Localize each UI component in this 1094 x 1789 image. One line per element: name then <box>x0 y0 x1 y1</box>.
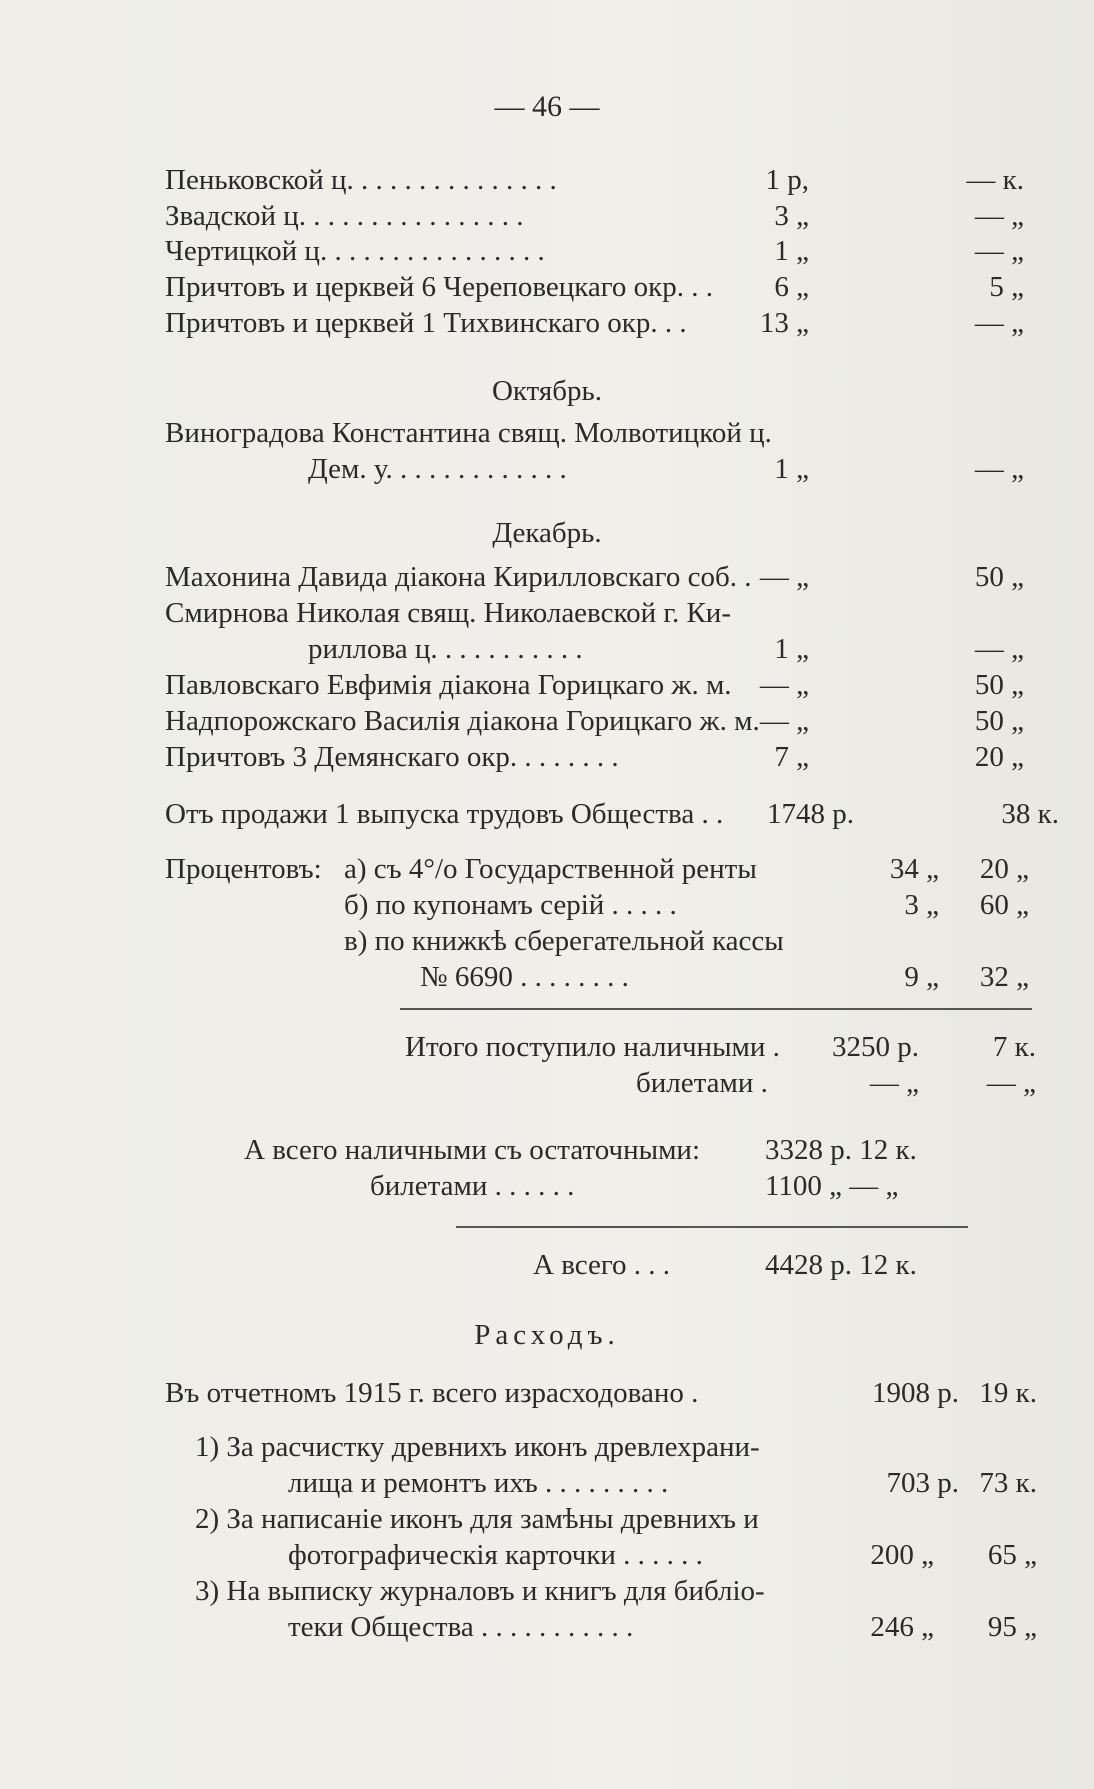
all-cash-label: А всего наличными съ остаточными: <box>244 1134 700 1166</box>
row-kop: 38 к. <box>1001 798 1059 830</box>
expense-total-label: Въ отчетномъ 1915 г. всего израсходовано . <box>165 1377 699 1409</box>
row-label: Причтовъ и церквей 6 Череповецкаго окр. . . <box>165 271 714 303</box>
row-kop: 5 „ <box>989 271 1024 303</box>
row-label: Смирнова Николая свящ. Николаевской г. Ки- <box>165 597 731 629</box>
row-kop: 60 „ <box>979 889 1029 921</box>
row-kop: 50 „ <box>974 669 1024 701</box>
row-label: Причтовъ и церквей 1 Тихвинскаго окр. . . <box>165 307 687 339</box>
row-label: Отъ продажи 1 выпуска трудовъ Общества . . <box>165 798 724 830</box>
row-rub: 1 „ <box>774 235 809 267</box>
total-tickets-kop: — „ <box>986 1067 1036 1099</box>
row-rub: 3 „ <box>774 200 809 232</box>
total-tickets-rub: — „ <box>869 1067 919 1099</box>
row-label: Чертицкой ц. . . . . . . . . . . . . . . . <box>165 235 545 267</box>
row-kop: — „ <box>974 307 1024 339</box>
total-cash-label: Итого поступило наличными . <box>405 1031 780 1063</box>
row-kop: — „ <box>974 235 1024 267</box>
divider <box>400 1008 1032 1010</box>
row-kop: — к. <box>966 164 1024 196</box>
total-cash-kop: 7 к. <box>992 1031 1036 1063</box>
row-rub: 6 „ <box>774 271 809 303</box>
row-rub: 3 „ <box>904 889 939 921</box>
row-rub: 1 „ <box>774 453 809 485</box>
row-label: б) по купонамъ серiй . . . . . <box>344 889 677 921</box>
expense-total-kop: 19 к. <box>979 1377 1037 1409</box>
expense-item-cont: лища и ремонтъ ихъ . . . . . . . . . <box>288 1467 669 1499</box>
all-tickets-label: билетами . . . . . . <box>370 1170 575 1202</box>
row-kop: 32 „ <box>979 961 1029 993</box>
row-label-cont: Дем. у. . . . . . . . . . . . . <box>308 453 567 485</box>
row-label-cont: риллова ц. . . . . . . . . . . <box>308 633 583 665</box>
expense-item-label: 1) За расчистку древнихъ иконъ древлехрани- <box>195 1431 760 1463</box>
row-rub: 1 р, <box>765 164 809 196</box>
section-heading-expense: Расходъ. <box>474 1319 620 1351</box>
row-rub: — „ <box>759 561 809 593</box>
all-cash-value: 3328 р. 12 к. <box>765 1134 917 1166</box>
grand-total-value: 4428 р. 12 к. <box>765 1249 917 1281</box>
row-rub: 1748 р. <box>767 798 854 830</box>
expense-item-kop: 73 к. <box>979 1467 1037 1499</box>
grand-total-label: А всего . . . <box>533 1249 670 1281</box>
row-kop: 50 „ <box>974 705 1024 737</box>
row-rub: — „ <box>759 669 809 701</box>
expense-item-kop: 95 „ <box>987 1611 1037 1643</box>
section-heading-october: Октябрь. <box>491 375 602 407</box>
all-tickets-value: 1100 „ — „ <box>765 1170 899 1202</box>
expense-item-rub: 703 р. <box>886 1467 959 1499</box>
divider <box>456 1226 968 1228</box>
expense-item-kop: 65 „ <box>987 1539 1037 1571</box>
row-label-cont: № 6690 . . . . . . . . <box>420 961 629 993</box>
interest-prefix: Процентовъ: <box>165 853 322 885</box>
row-kop: 20 „ <box>974 741 1024 773</box>
expense-total-rub: 1908 р. <box>872 1377 959 1409</box>
row-kop: 50 „ <box>974 561 1024 593</box>
row-kop: — „ <box>974 453 1024 485</box>
row-kop: — „ <box>974 633 1024 665</box>
row-rub: 9 „ <box>904 961 939 993</box>
row-rub: — „ <box>759 705 809 737</box>
row-label: Махонина Давида дiакона Кирилловскаго соб. . <box>165 561 752 593</box>
row-rub: 13 „ <box>759 307 809 339</box>
row-rub: 1 „ <box>774 633 809 665</box>
row-label: Звадской ц. . . . . . . . . . . . . . . . <box>165 200 524 232</box>
row-label: Надпорожскаго Василiя дiакона Горицкаго ж. м. <box>165 705 760 737</box>
row-label: а) съ 4°/о Государственной ренты <box>344 853 757 885</box>
page-number: — 46 — <box>494 90 600 123</box>
row-label: Павловскаго Евфимiя дiакона Горицкаго ж. м. <box>165 669 732 701</box>
total-cash-rub: 3250 р. <box>832 1031 919 1063</box>
expense-item-cont: теки Общества . . . . . . . . . . . <box>288 1611 634 1643</box>
expense-item-label: 3) На выписку журналовъ и книгъ для библiо- <box>195 1575 765 1607</box>
total-tickets-label: билетами . <box>636 1067 768 1099</box>
row-label: Виноградова Константина свящ. Молвотицкой ц. <box>165 417 772 449</box>
row-label: в) по книжкѣ сберегательной кассы <box>344 925 784 957</box>
expense-item-label: 2) За написанiе иконъ для замѣны древнихъ и <box>195 1503 759 1535</box>
section-heading-december: Декабрь. <box>492 517 602 549</box>
expense-item-rub: 200 „ <box>870 1539 934 1571</box>
row-label: Пеньковской ц. . . . . . . . . . . . . . . <box>165 164 557 196</box>
row-rub: 34 „ <box>889 853 939 885</box>
row-kop: — „ <box>974 200 1024 232</box>
expense-item-cont: фотографическiя карточки . . . . . . <box>288 1539 703 1571</box>
row-rub: 7 „ <box>774 741 809 773</box>
row-label: Причтовъ 3 Демянскаго окр. . . . . . . . <box>165 741 619 773</box>
expense-item-rub: 246 „ <box>870 1611 934 1643</box>
row-kop: 20 „ <box>979 853 1029 885</box>
